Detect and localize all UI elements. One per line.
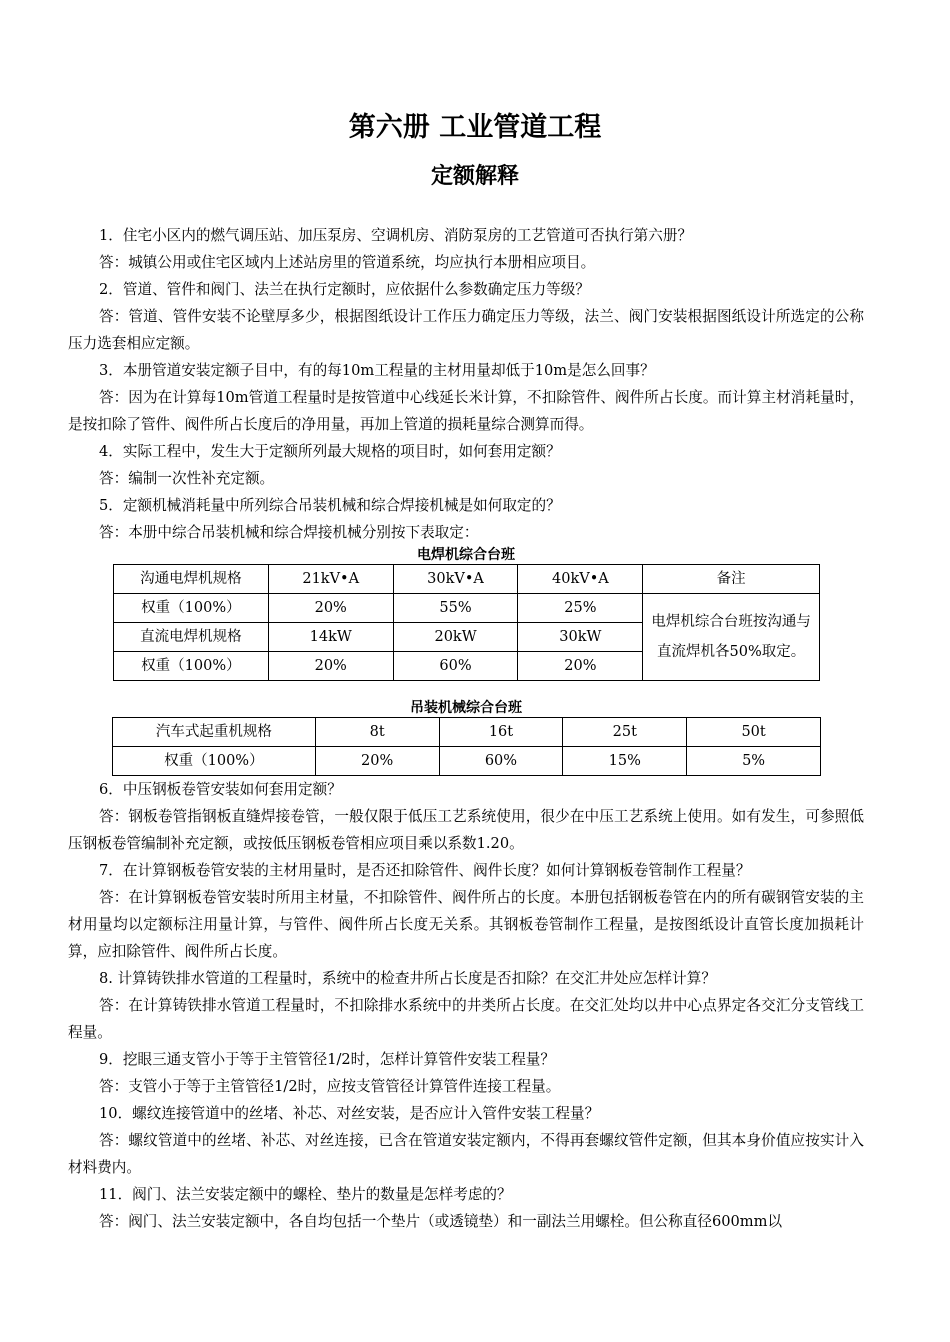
table-cell: 14kW [268,623,393,652]
table-cell: 25t [563,718,687,747]
table-cell: 55% [393,594,518,623]
answer-10: 答：螺纹管道中的丝堵、补芯、对丝连接，已含在管道安装定额内，不得再套螺纹管件定额，但其本身价值应按实计入材料费内。 [68,1132,864,1176]
answer-4: 答：编制一次性补充定额。 [99,470,275,487]
crane-table [112,717,821,776]
crane-table-caption: 吊装机械综合台班 [410,700,522,716]
table-cell: 16t [439,718,563,747]
table-cell: 20% [315,747,439,776]
question-8: 8. 计算铸铁排水管道的工程量时，系统中的检查井所占长度是否扣除？在交汇井处应怎样计算？ [99,970,716,987]
table-cell: 30kV•A [393,565,518,594]
answer-7: 答：在计算钢板卷管安装时所用主材量，不扣除管件、阀件所占的长度。本册包括钢板卷管在内的所有碳钢管安装的主材用量均以定额标注用量计算，与管件、阀件所占长度无关系。其钢板卷管制作工程量，是按图纸设计直管长度加损耗计算，应扣除管件、阀件所占长度。 [68,889,864,960]
table-cell: 权重（100%） [114,652,269,681]
document-subtitle: 定额解释 [430,164,519,189]
table-row [113,747,821,776]
table-cell: 权重（100%） [114,594,269,623]
document-body [68,222,864,1235]
answer-6: 答：钢板卷管指钢板直缝焊接卷管，一般仅限于低压工艺系统使用，很少在中压工艺系统上使用。如有发生，可参照低压钢板卷管编制补充定额，或按低压钢板卷管相应项目乘以系数1.20。 [68,808,864,852]
question-11: 11．阀门、法兰安装定额中的螺栓、垫片的数量是怎样考虑的？ [99,1186,512,1203]
welder-table-caption: 电焊机综合台班 [417,547,515,563]
table-cell: 60% [393,652,518,681]
table-cell: 沟通电焊机规格 [114,565,269,594]
table-row [113,718,821,747]
welder-table-note: 电焊机综合台班按沟通与直流焊机各50%取定。 [651,614,811,660]
table-cell: 20% [268,594,393,623]
table-cell: 25% [518,594,643,623]
table-cell: 5% [687,747,821,776]
question-10: 10．螺纹连接管道中的丝堵、补芯、对丝安装，是否应计入管件安装工程量？ [99,1105,600,1122]
table-cell: 8t [315,718,439,747]
table-cell: 20% [518,652,643,681]
answer-5: 答：本册中综合吊装机械和综合焊接机械分别按下表取定： [99,524,479,541]
question-9: 9．挖眼三通支管小于等于主管管径1/2时，怎样计算管件安装工程量？ [99,1051,555,1068]
question-6: 6．中压钢板卷管安装如何套用定额？ [99,781,342,798]
question-1: 1．住宅小区内的燃气调压站、加压泵房、空调机房、消防泵房的工艺管道可否执行第六册？ [99,227,693,244]
table-cell: 汽车式起重机规格 [113,718,316,747]
question-7: 7．在计算钢板卷管安装的主材用量时，是否还扣除管件、阀件长度？如何计算钢板卷管制作工程量？ [99,862,751,879]
table-cell: 21kV•A [268,565,393,594]
table-row [114,565,820,594]
table-cell: 40kV•A [518,565,643,594]
welder-table [113,564,820,681]
table-row [114,594,820,623]
table-cell: 30kW [518,623,643,652]
table-cell: 60% [439,747,563,776]
answer-8: 答：在计算铸铁排水管道工程量时，不扣除排水系统中的井类所占长度。在交汇处均以井中心点界定各交汇分支管线工程量。 [68,997,864,1041]
table-cell: 权重（100%） [113,747,316,776]
table-cell: 15% [563,747,687,776]
table-note-cell [643,594,820,681]
answer-3: 答：因为在计算每10m管道工程量时是按管道中心线延长米计算，不扣除管件、阀件所占长度。而计算主材消耗量时，是按扣除了管件、阀件所占长度后的净用量，再加上管道的损耗量综合测算而得。 [68,389,864,433]
question-5: 5．定额机械消耗量中所列综合吊装机械和综合焊接机械是如何取定的？ [99,497,561,514]
answer-2: 答：管道、管件安装不论壁厚多少，根据图纸设计工作压力确定压力等级，法兰、阀门安装根据图纸设计所选定的公称压力选套相应定额。 [68,308,864,352]
document-title: 第六册 工业管道工程 [348,112,602,143]
question-2: 2．管道、管件和阀门、法兰在执行定额时，应依据什么参数确定压力等级？ [99,281,590,298]
answer-1: 答：城镇公用或住宅区域内上述站房里的管道系统，均应执行本册相应项目。 [99,254,596,271]
table-cell: 50t [687,718,821,747]
table-cell: 20% [268,652,393,681]
table-cell: 备注 [643,565,820,594]
question-3: 3．本册管道安装定额子目中，有的每10m工程量的主材用量却低于10m是怎么回事？ [99,362,655,379]
table-cell: 20kW [393,623,518,652]
question-4: 4．实际工程中，发生大于定额所列最大规格的项目时，如何套用定额？ [99,443,561,460]
answer-11: 答：阀门、法兰安装定额中，各自均包括一个垫片（或透镜垫）和一副法兰用螺栓。但公称直径600mm以 [99,1213,783,1230]
answer-9: 答：支管小于等于主管管径1/2时，应按支管管径计算管件连接工程量。 [99,1078,561,1095]
table-cell: 直流电焊机规格 [114,623,269,652]
